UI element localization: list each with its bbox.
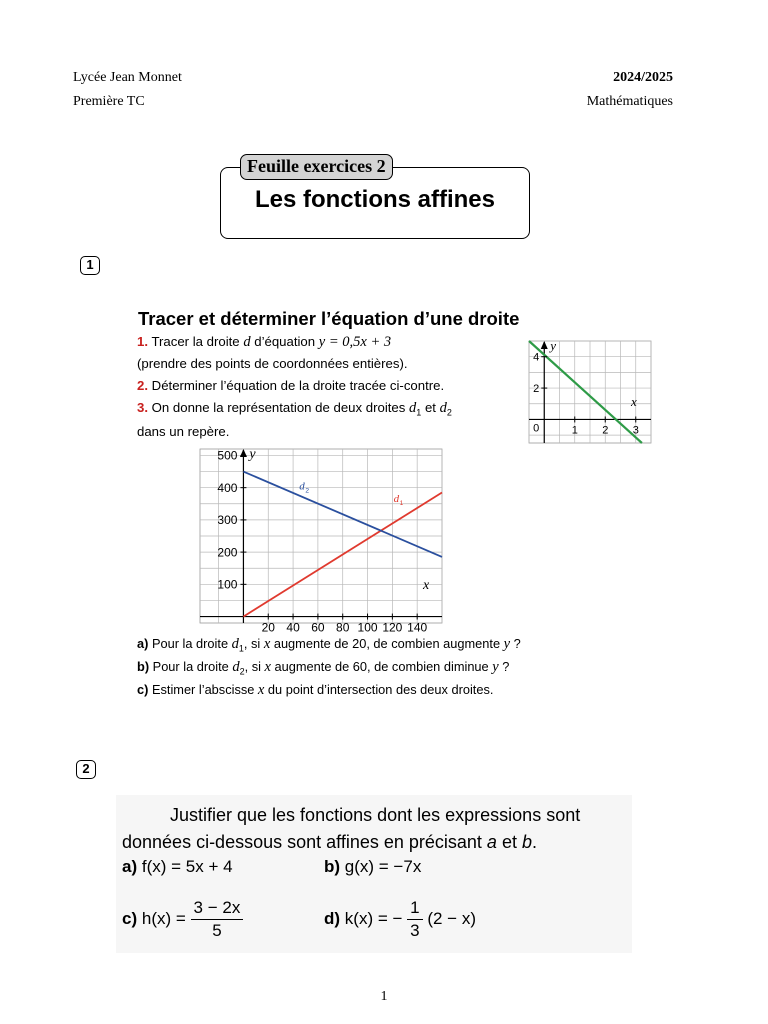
function-d [324, 897, 476, 942]
y-tick-label-400: 400 [217, 480, 238, 495]
function-b [324, 857, 421, 877]
x-tick-label-3: 3 [632, 424, 639, 437]
question-3-d2-sub: 2 [446, 407, 452, 418]
y-axis-label: y [249, 447, 256, 462]
y-tick-label-200: 200 [217, 545, 238, 560]
question-3-number: 3. [137, 400, 148, 415]
function-d-numerator: 1 [407, 897, 422, 920]
sub-question-a-d: d [231, 636, 239, 652]
sub-question-c-text2: du point d’intersection des deux droites. [267, 682, 494, 697]
page-number: 1 [380, 989, 388, 1004]
question-2-text: Déterminer l’équation de la droite tracée ci-contre. [151, 378, 445, 393]
sub-question-b-sub: 2 [239, 666, 245, 677]
function-c-numerator: 3 − 2x [191, 897, 244, 920]
sub-question-a-label: a) [137, 636, 149, 651]
exercise-2-var-b: b [521, 832, 532, 852]
question-3 [137, 400, 452, 418]
x-tick-label-100: 100 [357, 620, 378, 635]
origin-label: 0 [533, 422, 540, 435]
exercise-1-heading: Tracer et déterminer l’équation d’une droite [138, 308, 520, 329]
sub-question-b-y: y [492, 659, 499, 675]
sub-question-b-text4: ? [502, 659, 510, 674]
question-3-and: et [424, 400, 436, 415]
y-tick-label-300: 300 [217, 513, 238, 528]
sub-question-a-sub: 1 [238, 643, 244, 654]
x-tick-label-140: 140 [407, 620, 428, 635]
function-a-expression: f(x) = 5x + 4 [141, 857, 233, 876]
sheet-label: Feuille exercices 2 [240, 154, 393, 180]
x-tick-label-1: 1 [571, 424, 578, 437]
small-line-chart [527, 339, 653, 445]
page-title: Les fonctions affines [254, 186, 496, 213]
y-tick-label-100: 100 [217, 577, 238, 592]
sub-question-c-label: c) [137, 682, 149, 697]
function-b-label: b) [324, 857, 341, 876]
question-1 [137, 334, 391, 351]
function-c-lhs: h(x) = [141, 908, 186, 928]
question-1-note: (prendre des points de coordonnées entières). [137, 356, 408, 371]
sub-question-a-x: x [263, 636, 271, 652]
sub-question-b-text1: Pour la droite [152, 659, 229, 674]
question-3-d1-sub: 1 [416, 407, 422, 418]
y-tick-label-2: 2 [533, 382, 540, 395]
exercise-2-period: . [532, 832, 538, 852]
sub-question-c-x: x [257, 682, 265, 698]
series-label-1: d [393, 493, 400, 506]
function-c-label: c) [122, 908, 138, 928]
question-2 [137, 378, 444, 393]
x-axis-label: x [631, 394, 637, 409]
function-b-expression: g(x) = −7x [344, 857, 422, 876]
sub-question-b-x: x [264, 659, 271, 675]
x-tick-label-2: 2 [602, 424, 609, 437]
sub-question-b-label: b) [137, 659, 150, 674]
exercise-2-and: et [501, 832, 517, 852]
exercise-1-number: 1 [80, 256, 100, 275]
subject-name: Mathématiques [586, 94, 673, 109]
function-c-fraction [191, 897, 244, 942]
sub-question-b [137, 659, 509, 677]
question-1-equation: y = 0,5x + 3 [318, 334, 392, 350]
x-tick-label-80: 80 [336, 620, 350, 635]
function-c-denominator: 5 [212, 921, 222, 940]
sub-question-a-text2: , si [243, 636, 261, 651]
question-1-number: 1. [137, 334, 148, 349]
series-label-sub-2: 2 [305, 487, 310, 495]
two-lines-chart [198, 447, 444, 635]
function-d-fraction [407, 897, 422, 942]
function-a [122, 857, 233, 877]
sub-question-a-text1: Pour la droite [151, 636, 229, 651]
function-c [122, 897, 243, 942]
school-name: Lycée Jean Monnet [73, 70, 182, 85]
function-a-label: a) [122, 857, 138, 876]
question-3-d2: d [439, 400, 447, 416]
function-d-rhs: (2 − x) [427, 908, 476, 928]
sub-question-a-text4: ? [513, 636, 521, 651]
question-3-text: On donne la représentation de deux droites [151, 400, 406, 415]
sub-question-b-d: d [232, 659, 240, 675]
exercise-2-var-a: a [486, 832, 497, 852]
y-tick-label-500: 500 [217, 448, 238, 463]
exercise-2-statement [122, 802, 622, 856]
y-axis-label: y [550, 338, 557, 353]
question-3-continued: dans un repère. [137, 424, 230, 439]
question-1-text: Tracer la droite [151, 334, 240, 349]
class-name: Première TC [73, 94, 145, 109]
sub-question-c [137, 682, 493, 699]
sub-question-b-text2: , si [244, 659, 261, 674]
x-axis-label: x [423, 578, 430, 593]
school-year: 2024/2025 [613, 70, 673, 85]
x-tick-label-120: 120 [382, 620, 403, 635]
function-d-denominator: 3 [410, 921, 420, 940]
question-2-number: 2. [137, 378, 148, 393]
exercise-2-number: 2 [76, 760, 96, 779]
sub-question-b-text3: augmente de 60, de combien diminue [274, 659, 489, 674]
function-d-label: d) [324, 908, 341, 928]
question-1-text2: d’équation [254, 334, 316, 349]
question-1-var: d [243, 334, 251, 350]
x-tick-label-20: 20 [261, 620, 275, 635]
function-d-lhs: k(x) = − [344, 908, 403, 928]
x-tick-label-40: 40 [286, 620, 300, 635]
sub-question-a [137, 636, 521, 654]
exercise-2-line-2: données ci-dessous sont affines en précisant [122, 832, 482, 852]
series-label-2: d [299, 480, 305, 493]
sub-question-a-text3: augmente de 20, de combien augmente [273, 636, 501, 651]
series-label-sub-1: 1 [399, 500, 404, 508]
sub-question-c-text1: Estimer l’abscisse [151, 682, 255, 697]
exercise-2-line-1: Justifier que les fonctions dont les expressions sont [170, 805, 581, 825]
x-tick-label-60: 60 [311, 620, 325, 635]
y-tick-label-4: 4 [533, 351, 540, 364]
question-3-d1: d [409, 400, 417, 416]
sub-question-a-y: y [503, 636, 511, 652]
